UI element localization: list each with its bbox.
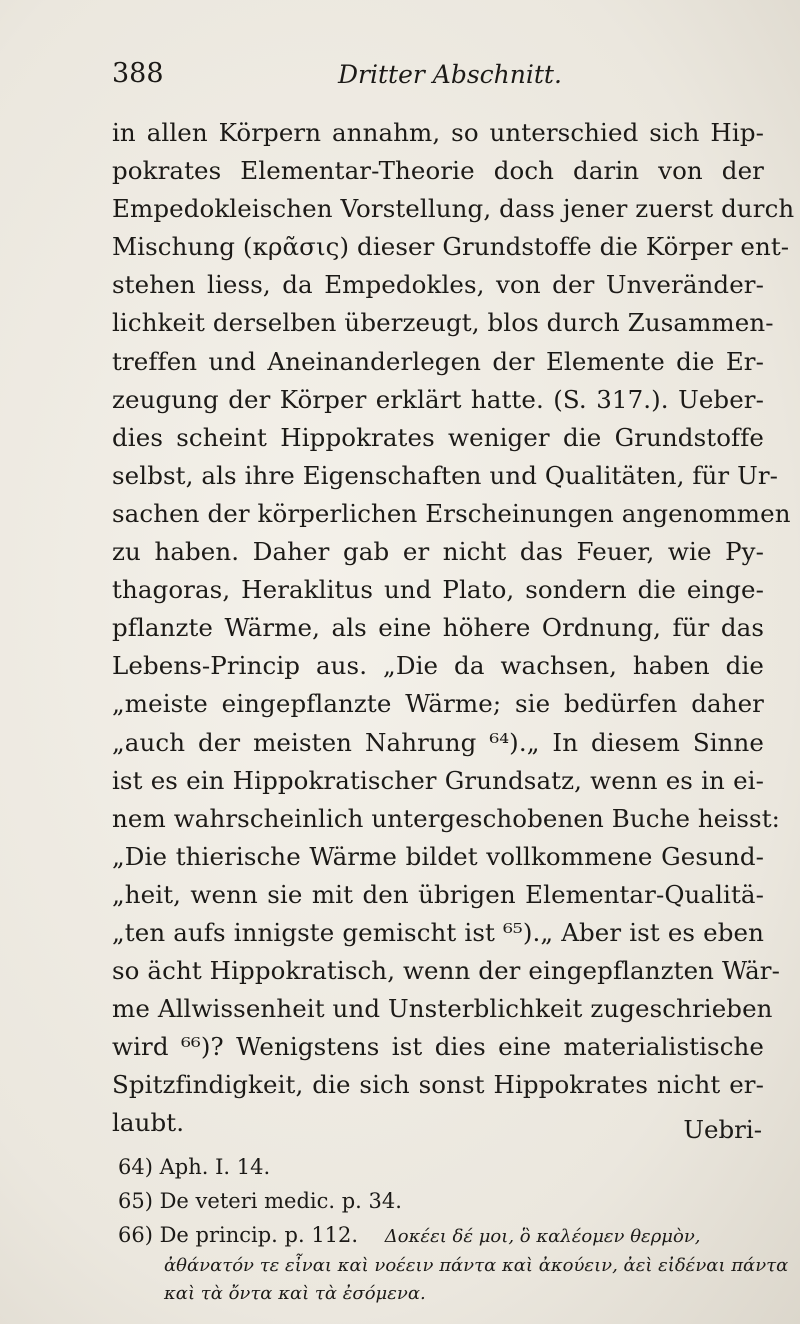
text-line: treffen und Aneinanderlegen der Elemente die Er- (112, 346, 764, 376)
catchword: Uebri- (683, 1115, 762, 1144)
footnote-66-greek-quote: Δοκέει δέ μοι, ὃ καλέομεν θερμὸν, (384, 1226, 701, 1247)
text-line: dies scheint Hippokrates weniger die Grundstoffe (112, 422, 764, 452)
text-line: me Allwissenheit und Unsterblichkeit zugeschrieben (112, 994, 773, 1024)
footnote-66-greek-line: καὶ τὰ ὄντα καὶ τὰ ἐσόμενα. (164, 1283, 426, 1304)
footnote-66-greek-line: ἀθάνατόν τε εἶναι καὶ νοέειν πάντα καὶ ἀκούειν, ἀεὶ εἰδέναι πάντα (164, 1255, 789, 1276)
text-line: ist es ein Hippokratischer Grundsatz, wenn es in ei- (112, 765, 764, 795)
footnote-65: 65) De veteri medic. p. 34. (118, 1189, 402, 1213)
text-line: lichkeit derselben überzeugt, blos durch Zusammen- (112, 308, 774, 338)
text-line: zu haben. Daher gab er nicht das Feuer, wie Py- (112, 537, 764, 567)
text-line: pokrates Elementar-Theorie doch darin von der (112, 156, 764, 186)
text-line: stehen liess, da Empedokles, von der Unveränder- (112, 270, 764, 300)
text-line: in allen Körpern annahm, so unterschied sich Hip- (112, 118, 764, 147)
text-line: thagoras, Heraklitus und Plato, sondern die einge- (112, 575, 764, 605)
footnote-66 (118, 1218, 770, 1252)
text-line: pflanzte Wärme, als eine höhere Ordnung, für das (112, 613, 764, 643)
text-line: Spitzfindigkeit, die sich sonst Hippokrates nicht er- (112, 1070, 764, 1100)
text-line: so ächt Hippokratisch, wenn der eingepflanzten Wär- (112, 956, 780, 986)
text-line: „meiste eingepflanzte Wärme; sie bedürfen daher (112, 689, 764, 719)
text-line: „auch der meisten Nahrung ⁶⁴).„ In diesem Sinne (112, 727, 764, 757)
text-line: Lebens-Princip aus. „Die da wachsen, haben die (112, 651, 764, 681)
footnote-66-reference: 66) De princip. p. 112. (118, 1223, 359, 1247)
text-line: „Die thierische Wärme bildet vollkommene Gesund- (112, 841, 764, 871)
text-line: selbst, als ihre Eigenschaften und Qualitäten, für Ur- (112, 460, 779, 490)
text-line: laubt. (112, 1108, 185, 1138)
page-number: 388 (112, 58, 164, 89)
running-head: Dritter Abschnitt. (338, 60, 562, 89)
footnotes (118, 1150, 789, 1308)
text-line: „heit, wenn sie mit den übrigen Elementar-Qualitä- (112, 879, 764, 909)
text-line: „ten aufs innigste gemischt ist ⁶⁵).„ Aber ist es eben (112, 917, 764, 947)
text-line: zeugung der Körper erklärt hatte. (S. 317.). Ueber- (112, 384, 764, 414)
footnote-64: 64) Aph. I. 14. (118, 1155, 271, 1179)
text-line: nem wahrscheinlich untergeschobenen Buche heisst: (112, 803, 780, 833)
text-line: wird ⁶⁶)? Wenigstens ist dies eine materialistische (112, 1032, 764, 1062)
text-line: Mischung (κρᾶσις) dieser Grundstoffe die Körper ent- (112, 232, 790, 262)
text-line: Empedokleischen Vorstellung, dass jener zuerst durch (112, 194, 795, 224)
text-line: sachen der körperlichen Erscheinungen angenommen (112, 498, 791, 528)
body-text (112, 114, 795, 1143)
page-header (112, 58, 762, 94)
